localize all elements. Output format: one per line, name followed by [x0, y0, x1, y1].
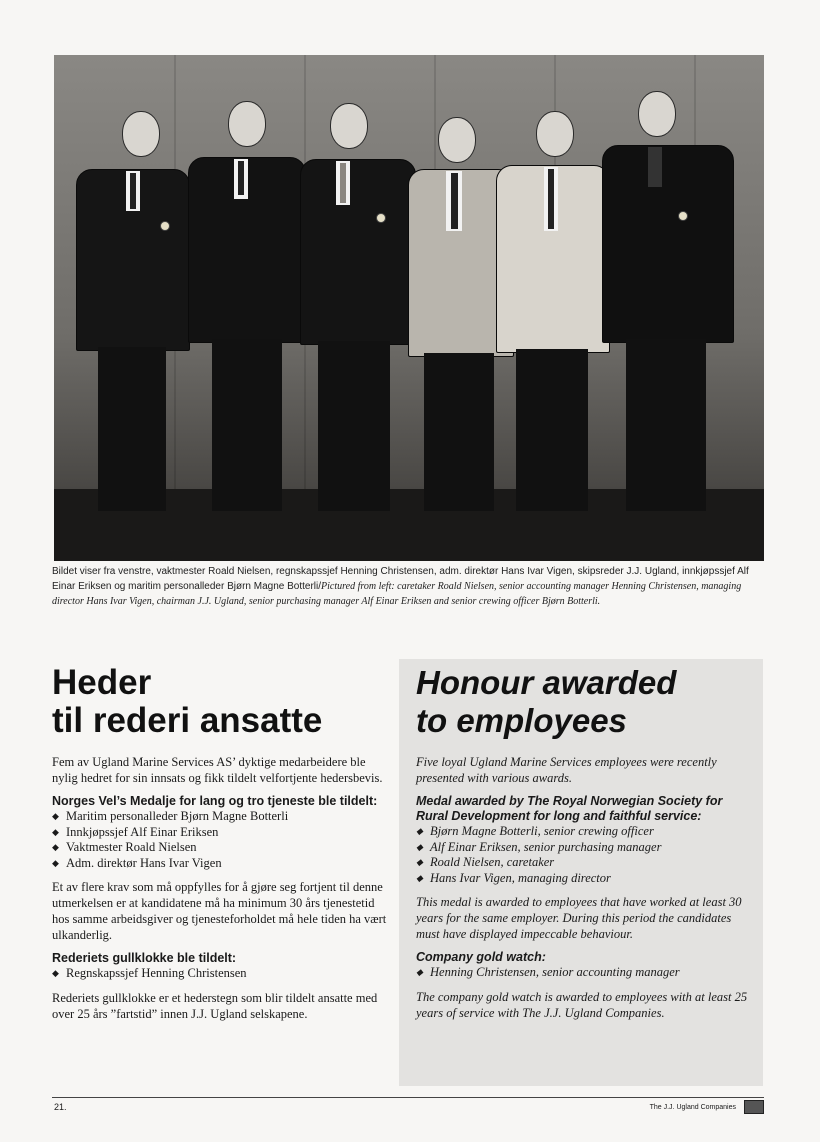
caption-english: Pictured from left: caretaker Roald Nielsen, senior accounting manager Henning Christensen, managing director Hans Ivar Vigen, chairman J.J. Ugland, senior purchasing manager Alf Einar Eriksen and senior crewing officer Bjørn Botterli. [52, 581, 742, 607]
footer-divider [52, 1097, 764, 1098]
list-item: ◆ Vaktmester Roald Nielsen [52, 840, 387, 856]
list-item: ◆ Maritim personalleder Bjørn Magne Botterli [52, 809, 387, 825]
list-item: ◆ Alf Einar Eriksen, senior purchasing manager [416, 840, 751, 856]
list-item: ◆ Regnskapssjef Henning Christensen [52, 966, 387, 982]
list-item: ◆ Adm. direktør Hans Ivar Vigen [52, 856, 387, 872]
list-item: ◆ Innkjøpssjef Alf Einar Eriksen [52, 825, 387, 841]
ugland-flag-icon [744, 1100, 764, 1114]
group-photo [54, 55, 764, 561]
list-item: ◆ Roald Nielsen, caretaker [416, 855, 751, 871]
norwegian-medal-heading: Norges Vel’s Medalje for lang og tro tjeneste ble tildelt: [52, 794, 378, 808]
norwegian-intro: Fem av Ugland Marine Services AS’ dyktige medarbeidere ble nylig hedret for sin innsats og fikk tildelt velfortjente hedersbevis. [52, 755, 383, 785]
english-watch-text: The company gold watch is awarded to employees with at least 25 years of service with The J.J. Ugland Companies. [416, 989, 748, 1020]
photo-caption [52, 564, 768, 609]
norwegian-watch-list [52, 966, 387, 982]
english-medal-text: This medal is awarded to employees that have worked at least 30 years for the same employer. During this period the candidates must have displayed impeccable behaviour. [416, 895, 742, 941]
person-figure [76, 111, 188, 511]
norwegian-title [52, 664, 387, 740]
norwegian-medal-text: Et av flere krav som må oppfylles for å gjøre seg fortjent til denne utmerkelsen er at kandidatene må ha minimum 30 års tjenestetid hos samme arbeidsgiver og tjenesteforholdet må hele tiden ha vært ulkanderlig. [52, 880, 387, 942]
english-article [416, 664, 751, 1029]
caption-norwegian: Bildet viser fra venstre, vaktmester Roald Nielsen, regnskapssjef Henning Christensen, adm. direktør Hans Ivar Vigen, skipsreder J.J. Ugland, innkjøpssjef Alf Einar Eriksen og maritim personalleder Bjørn Magne Botterli/ [52, 566, 749, 592]
title-line-1: Honour awarded [416, 664, 677, 701]
title-line-1: Heder [52, 663, 152, 702]
list-item: ◆ Hans Ivar Vigen, managing director [416, 871, 751, 887]
person-figure [602, 91, 732, 511]
person-figure [300, 103, 414, 511]
english-medal-heading: Medal awarded by The Royal Norwegian Society for Rural Development for long and faithful service: [416, 794, 723, 823]
title-line-2: to employees [416, 702, 627, 739]
list-item: ◆ Henning Christensen, senior accounting manager [416, 965, 751, 981]
page-number: 21. [54, 1102, 67, 1112]
publication-name: The J.J. Ugland Companies [649, 1104, 736, 1111]
english-title [416, 664, 751, 740]
list-item: ◆ Bjørn Magne Botterli, senior crewing officer [416, 824, 751, 840]
english-watch-heading: Company gold watch: [416, 950, 546, 964]
english-watch-list [416, 965, 751, 981]
person-figure [496, 111, 608, 511]
person-figure [188, 101, 304, 511]
english-intro: Five loyal Ugland Marine Services employees were recently presented with various awards. [416, 755, 717, 785]
norwegian-watch-heading: Rederiets gullklokke ble tildelt: [52, 951, 237, 965]
norwegian-medal-list [52, 809, 387, 871]
title-line-2: til rederi ansatte [52, 701, 323, 740]
norwegian-watch-text: Rederiets gullklokke er et hederstegn som blir tildelt ansatte med over 25 års ”fartstid” innen J.J. Ugland selskapene. [52, 990, 378, 1021]
norwegian-article [52, 664, 387, 1030]
english-medal-list [416, 824, 751, 886]
